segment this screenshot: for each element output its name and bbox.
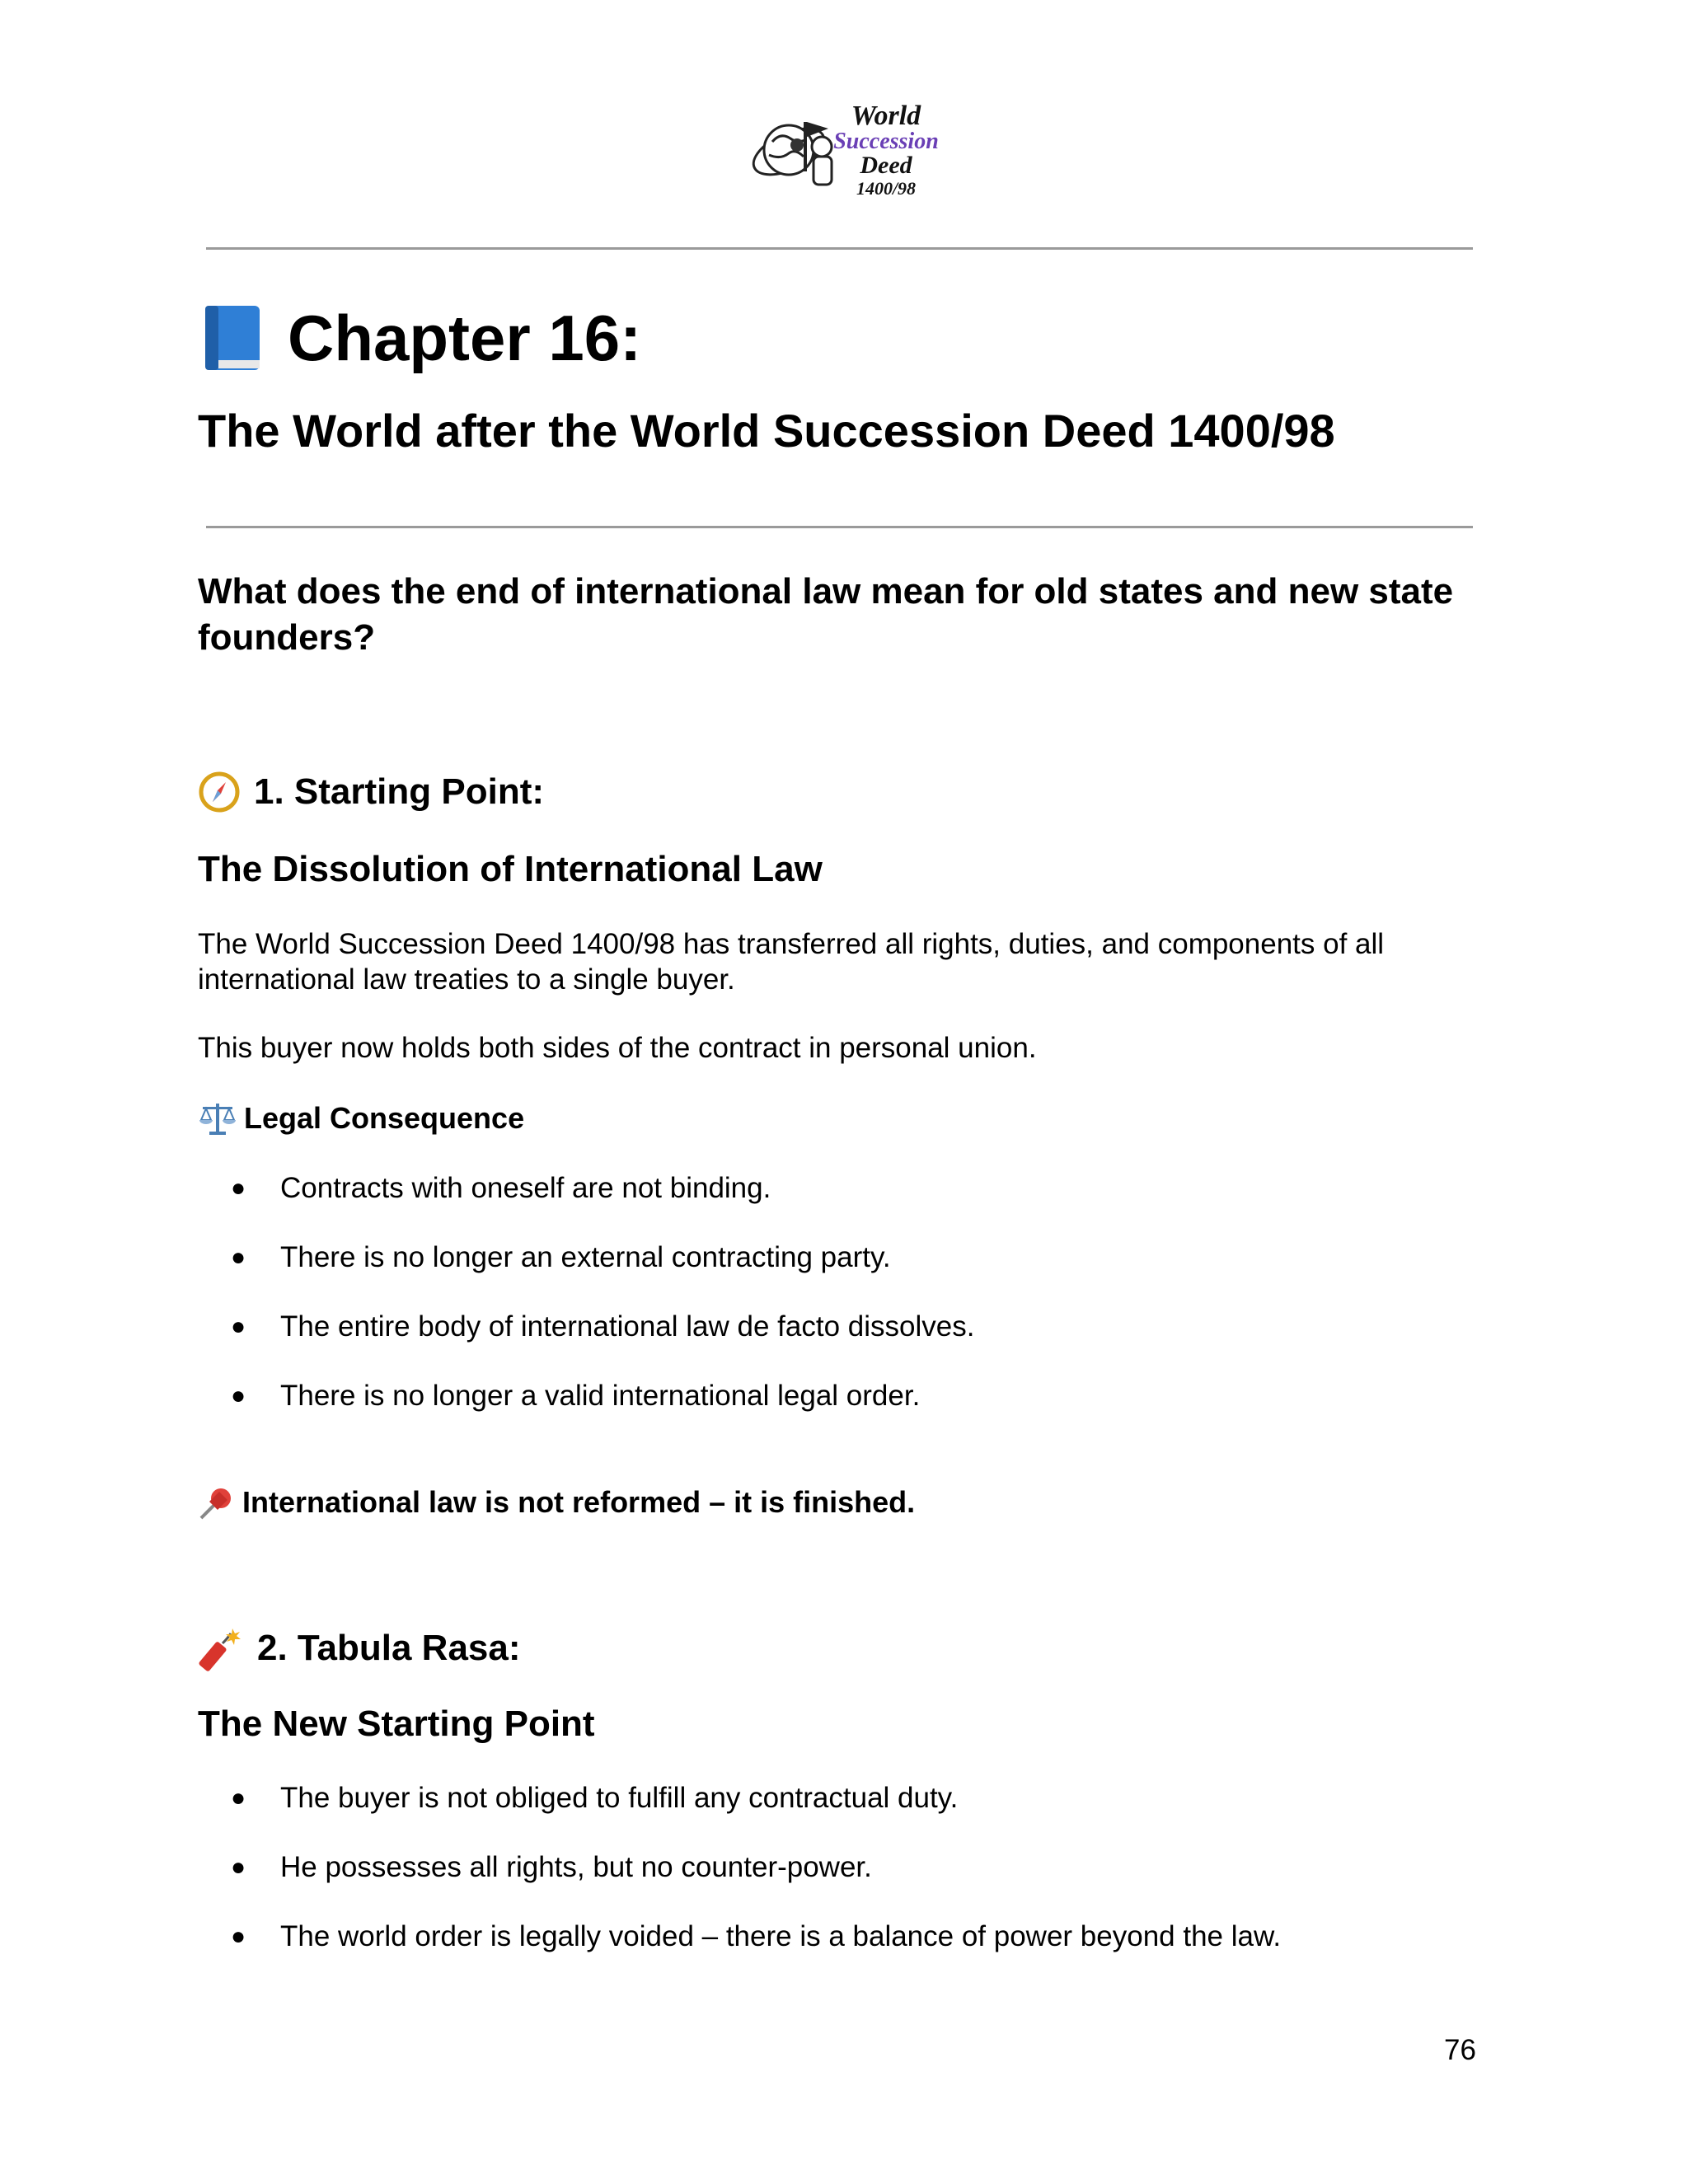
legal-consequence-heading: [198, 1100, 524, 1137]
list-item: [198, 1309, 974, 1378]
section-1-paragraph-1: The World Succession Deed 1400/98 has transferred all rights, duties, and components of all international law treaties to a single buyer.: [198, 928, 1385, 996]
list-item-text: Contracts with oneself are not binding.: [280, 1172, 771, 1204]
list-item: [198, 1378, 974, 1447]
logo-line-3: Deed: [860, 152, 912, 179]
list-item: [198, 1240, 974, 1309]
list-item-text: There is no longer an external contracting party.: [280, 1241, 891, 1273]
bullet-glyph: ●: [231, 1382, 246, 1409]
list-item-text: The buyer is not obliged to fulfill any contractual duty.: [280, 1782, 959, 1814]
legal-consequence-label: Legal Consequence: [244, 1101, 525, 1135]
list-item: [198, 1919, 1281, 1988]
bullet-glyph: ●: [231, 1784, 246, 1811]
list-item-text: The entire body of international law de facto dissolves.: [280, 1310, 975, 1343]
list-item: [198, 1780, 1281, 1849]
list-item-text: There is no longer a valid international legal order.: [280, 1380, 921, 1412]
logo-line-4: 1400/98: [856, 178, 917, 199]
bullet-glyph: ●: [231, 1174, 246, 1202]
logo-line-1: World: [851, 101, 921, 131]
blue-book-icon: [200, 302, 265, 373]
section-2-heading-text: 2. Tabula Rasa:: [257, 1628, 521, 1668]
chapter-title: [200, 297, 641, 379]
chapter-subtitle: The World after the World Succession Deed 1400/98: [198, 405, 1335, 457]
bullet-glyph: ●: [231, 1854, 246, 1881]
page-number: 76: [1444, 2034, 1476, 2066]
bullet-glyph: ●: [231, 1923, 246, 1950]
chapter-title-text: Chapter 16:: [288, 301, 642, 374]
list-item-text: He possesses all rights, but no counter-power.: [280, 1851, 872, 1883]
section-1-conclusion: [198, 1483, 915, 1521]
chapter-question: What does the end of international law mean for old states and new state founders?: [198, 571, 1454, 658]
mid-divider: [206, 526, 1473, 528]
list-item: [198, 1849, 1281, 1919]
section-2-subheading: The New Starting Point: [198, 1704, 595, 1744]
section-1-heading: [198, 771, 544, 813]
section-1-conclusion-text: International law is not reformed – it is finished.: [242, 1485, 916, 1519]
compass-icon: [198, 771, 241, 813]
logo-text: [832, 102, 940, 198]
top-divider: [206, 247, 1473, 250]
list-item: [198, 1170, 974, 1240]
section-2-heading: [198, 1625, 521, 1671]
bullet-glyph: ●: [231, 1244, 246, 1271]
section-2-bullet-list: [198, 1780, 1281, 1988]
list-item-text: The world order is legally voided – there is a balance of power beyond the law.: [280, 1920, 1282, 1952]
section-1-bullet-list: [198, 1170, 974, 1447]
scales-icon: [198, 1100, 237, 1137]
section-1-subheading: The Dissolution of International Law: [198, 849, 823, 889]
logo-line-2: Succession: [833, 129, 939, 154]
bullet-glyph: ●: [231, 1313, 246, 1340]
firecracker-icon: [198, 1625, 244, 1671]
pushpin-icon: [198, 1483, 236, 1521]
section-1-heading-text: 1. Starting Point:: [254, 771, 544, 812]
section-1-paragraph-2: This buyer now holds both sides of the contract in personal union.: [198, 1032, 1037, 1064]
